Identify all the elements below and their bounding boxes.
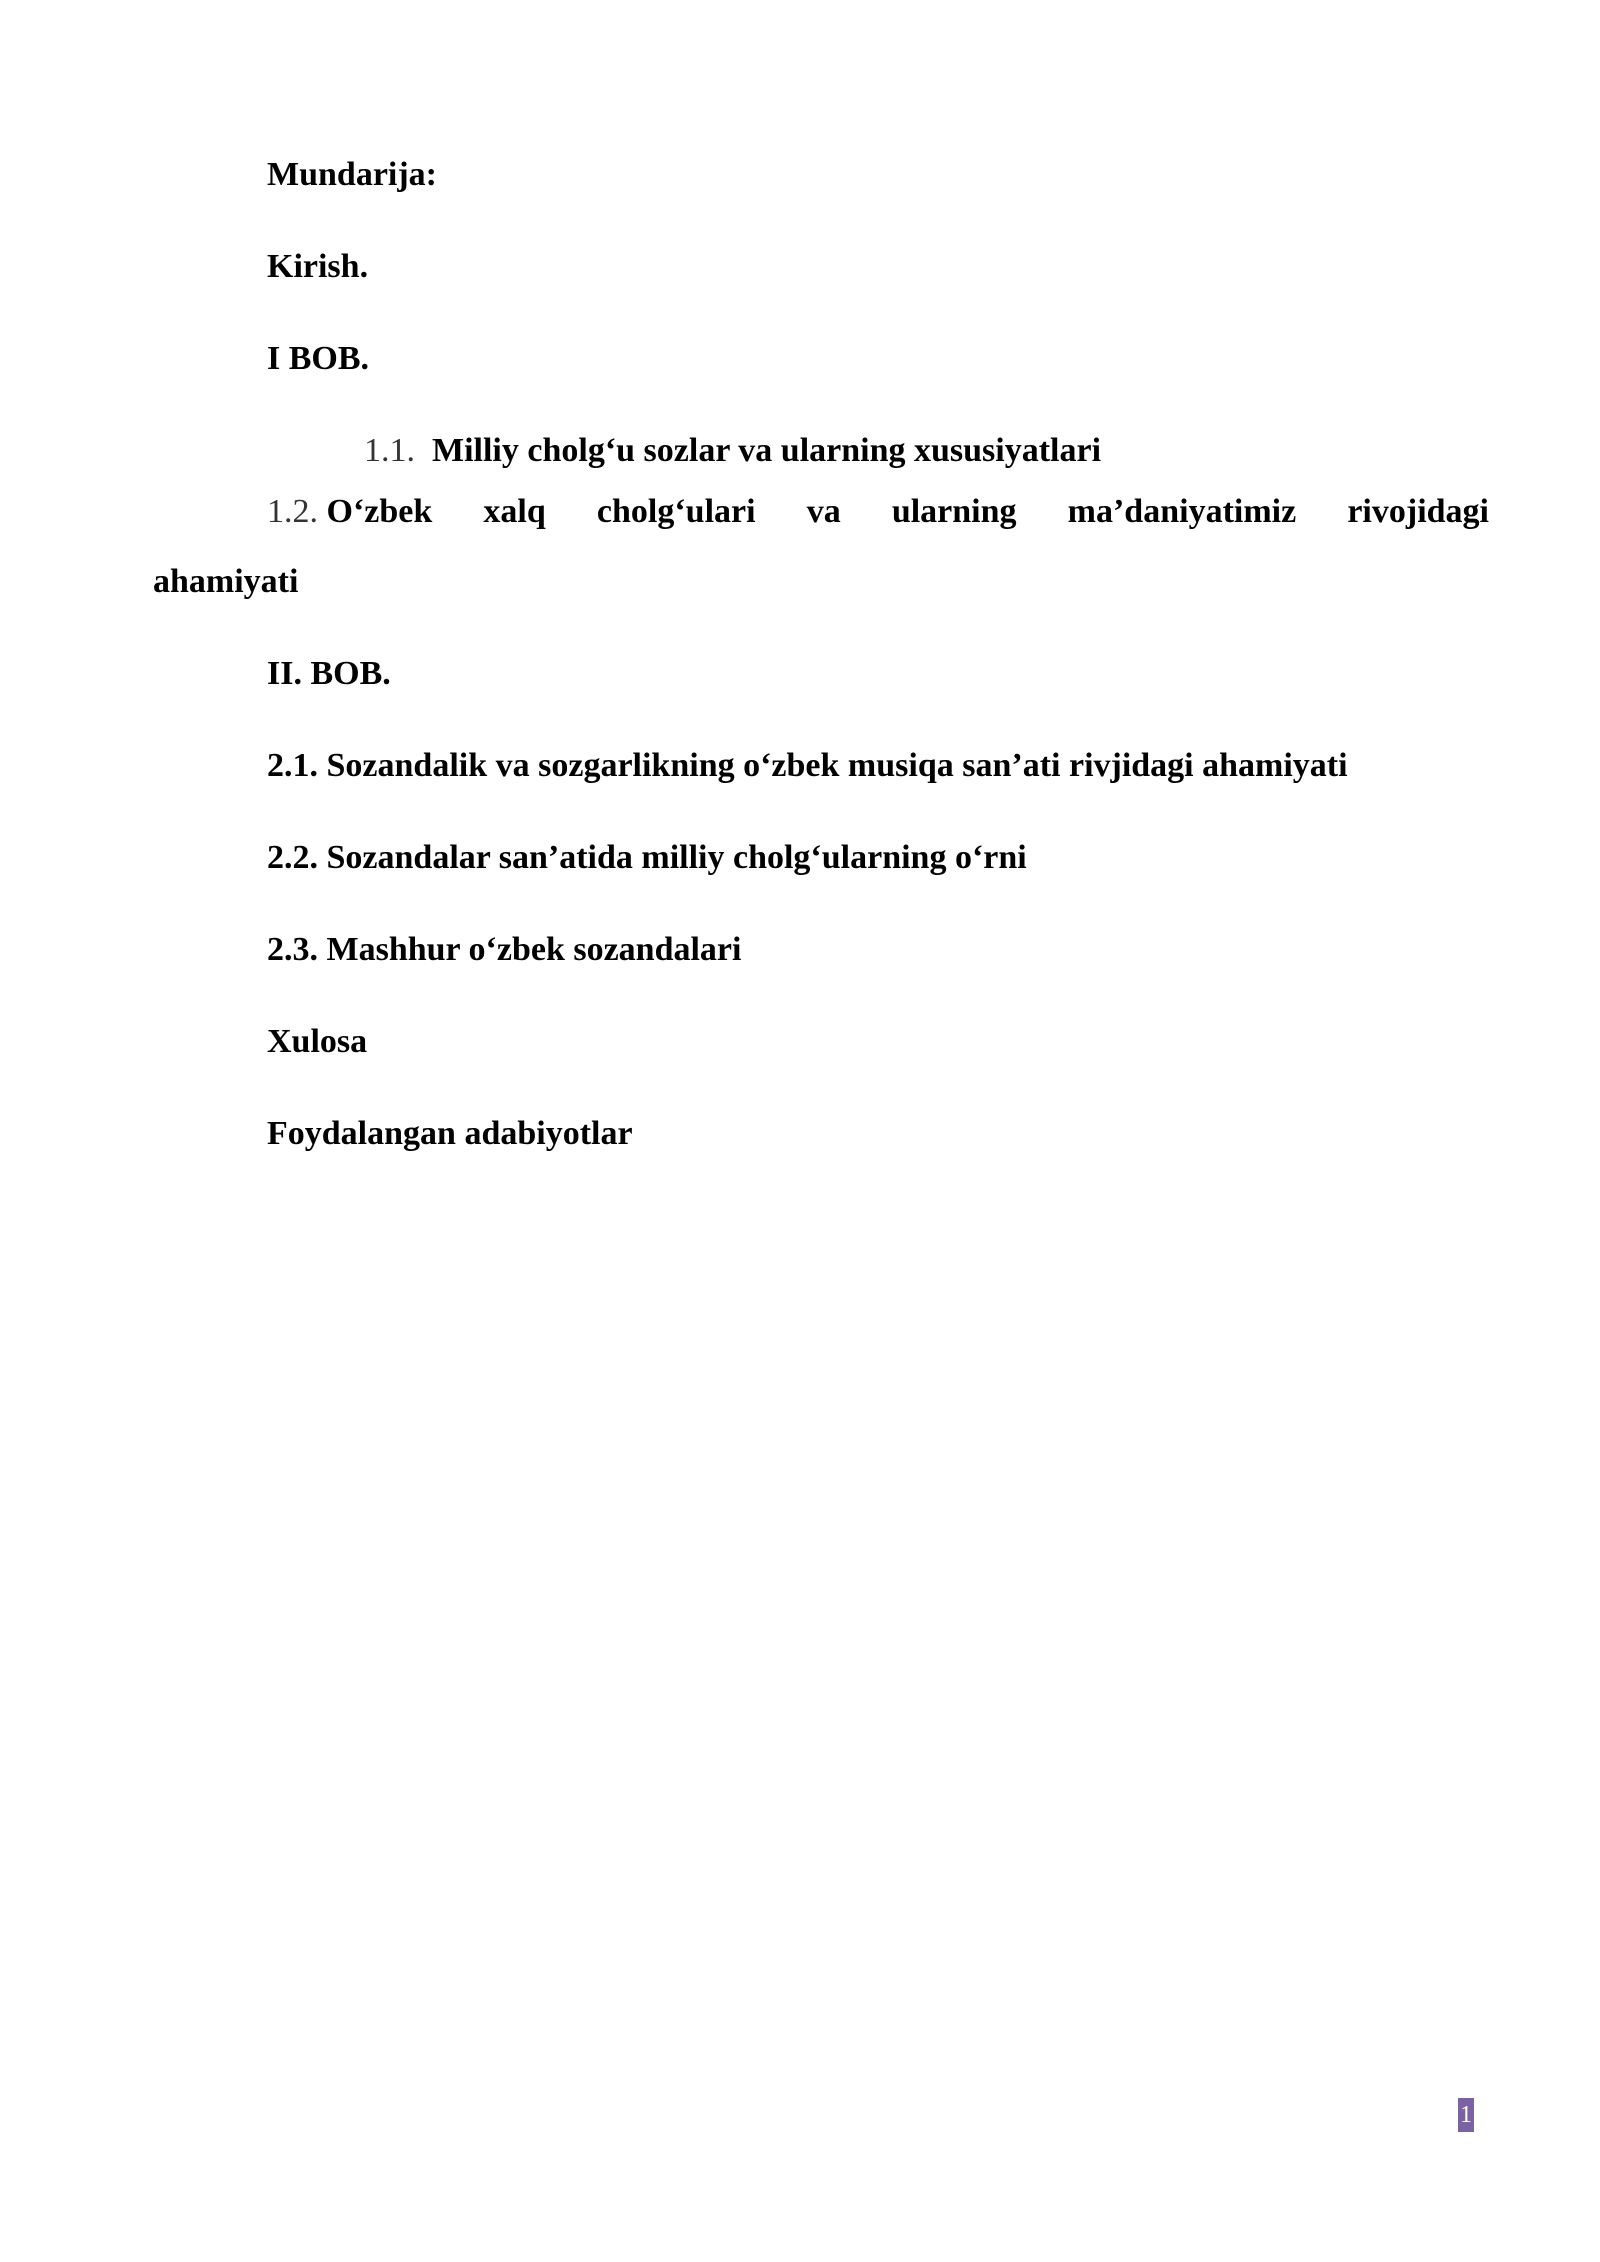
- toc-entry-1-1-title: Milliy cholg‘u sozlar va ularning xususiyatlari: [432, 432, 1102, 469]
- toc-entry-conclusion: Xulosa: [267, 1023, 368, 1060]
- toc-entry-intro: Kirish.: [267, 248, 369, 285]
- toc-entry-1-2-continuation: ahamiyati: [153, 563, 299, 600]
- toc-entry-1-2-number: 1.2.: [267, 493, 318, 530]
- toc-entry-references: Foydalangan adabiyotlar: [267, 1115, 633, 1152]
- toc-entry-1-2-lead: [267, 492, 432, 532]
- toc-entry-1-2: [267, 492, 1489, 532]
- toc-entry-chapter-1: I BOB.: [267, 340, 370, 377]
- toc-entry-1-2-word: cholg‘ulari: [596, 493, 756, 530]
- toc-entry-1-1-number: 1.1.: [364, 432, 415, 469]
- toc-entry-1-2-word: O‘zbek: [326, 493, 433, 530]
- toc-entry-2-2: 2.2. Sozandalar san’atida milliy cholg‘ularning o‘rni: [267, 839, 1027, 876]
- toc-entry-1-2-word: ularning: [891, 493, 1017, 530]
- toc-entry-chapter-2: II. BOB.: [267, 655, 391, 692]
- toc-entry-1-2-word: ma’daniyatimiz: [1067, 493, 1297, 530]
- toc-entry-1-1: [364, 431, 1101, 471]
- toc-entry-1-2-word: rivojidagi: [1347, 493, 1489, 530]
- toc-entry-2-3: 2.3. Mashhur o‘zbek sozandalari: [267, 931, 742, 968]
- toc-entry-1-2-word: xalq: [483, 493, 546, 530]
- page-number-badge: 1: [1458, 2098, 1474, 2132]
- toc-heading: Mundarija:: [267, 156, 437, 193]
- toc-entry-2-1: 2.1. Sozandalik va sozgarlikning o‘zbek musiqa san’ati rivjidagi ahamiyati: [267, 747, 1348, 784]
- toc-entry-1-2-word: va: [806, 493, 841, 530]
